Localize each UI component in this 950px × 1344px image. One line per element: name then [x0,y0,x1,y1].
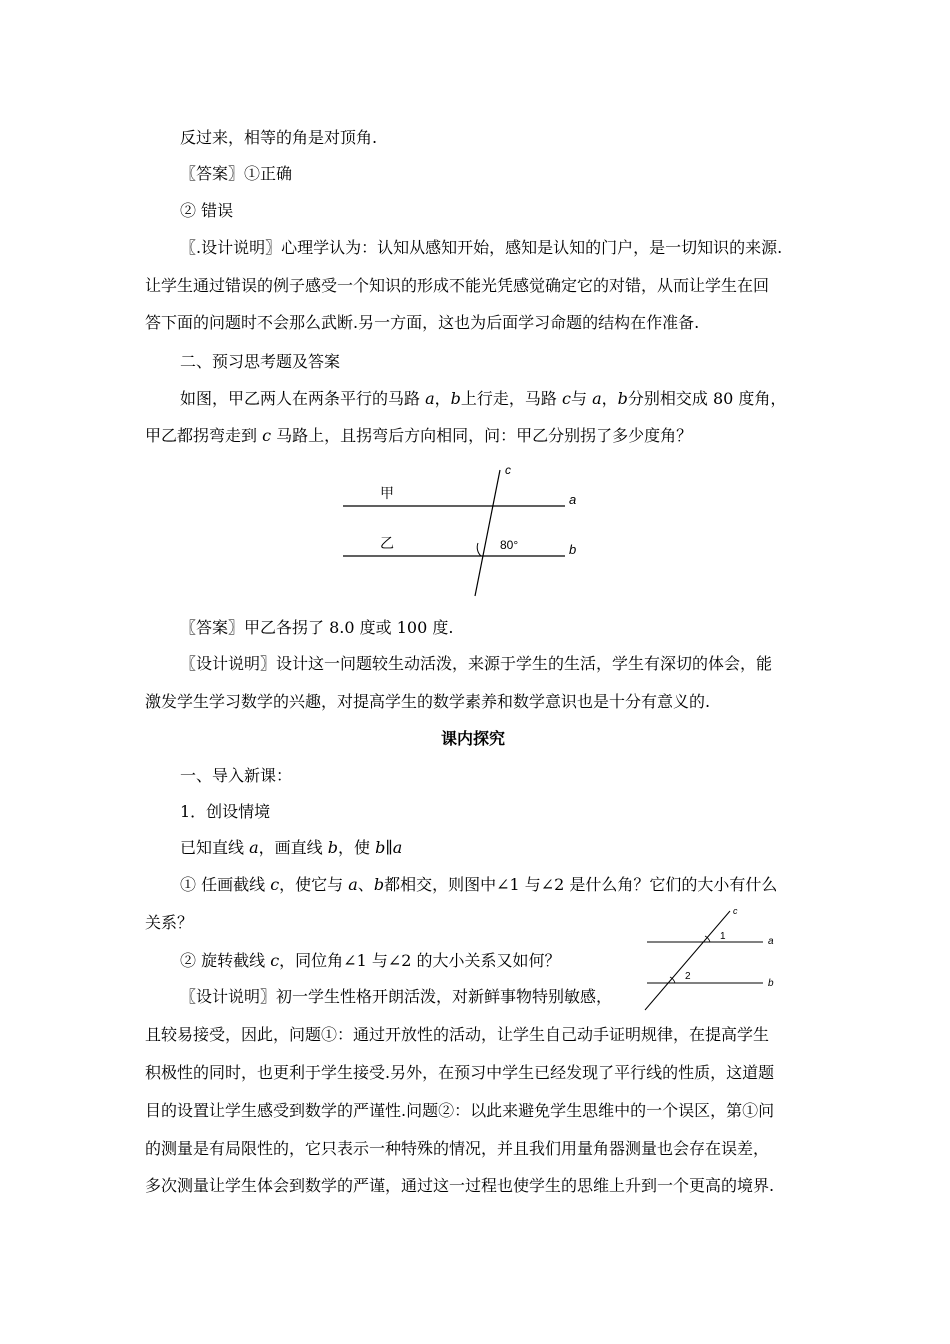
subsection-title: 1．创设情境 [180,802,271,821]
angle-1-label: 1 [720,931,726,942]
answer-line: 〖答案〗①正确 [180,164,293,183]
known-line: 已知直线 a，画直线 b，使 b∥a [180,838,403,857]
angle-label: 80° [500,538,519,552]
design-note-line: 目的设置让学生感受到数学的严谨性.问题②：以此来避免学生思维中的一个误区，第①问 [145,1101,775,1120]
label-c: c [733,906,738,916]
answer-line: ② 错误 [180,201,234,220]
design-note-line: 答下面的问题时不会那么武断.另一方面，这也为后面学习命题的结构在作准备. [145,313,700,332]
design-note-line: 〖.设计说明〗心理学认为：认知从感知开始，感知是认知的门户，是一切知识的来源. [180,238,783,257]
question-line: 如图，甲乙两人在两条平行的马路 a，b上行走，马路 c与 a，b分别相交成 80 度角， [180,389,787,408]
label-yi: 乙 [380,535,394,551]
design-note-line: 且较易接受，因此，问题①：通过开放性的活动，让学生自己动手证明规律，在提高学生 [145,1025,770,1044]
label-a: a [768,936,774,947]
question-line: 甲乙都拐弯走到 c 马路上，且拐弯后方向相同，问：甲乙分别拐了多少度角？ [145,426,693,445]
heading: 课内探究 [441,729,506,748]
label-a: a [569,492,577,507]
question-line: ② 旋转截线 c，同位角∠1 与∠2 的大小关系又如何？ [180,951,561,970]
section-title: 一、导入新课： [180,766,293,785]
section-title: 二、预习思考题及答案 [180,352,341,371]
transversal-figure [635,902,795,1012]
label-b: b [768,978,774,989]
angle-arc [477,543,481,556]
line-c [645,911,730,1010]
design-note-line: 〖设计说明〗初一学生性格开朗活泼，对新鲜事物特别敏感， [180,987,613,1006]
design-note-line: 激发学生学习数学的兴趣，对提高学生的数学素养和数学意识也是十分有意义的. [145,692,711,711]
paragraph-text: 反过来，相等的角是对顶角. [180,128,378,147]
design-note-line: 积极性的同时，也更利于学生接受.另外，在预习中学生已经发现了平行线的性质，这道题 [145,1063,775,1082]
question-line: 关系？ [145,913,194,932]
question-line: ① 任画截线 c，使它与 a、b都相交，则图中∠1 与∠2 是什么角？它们的大小有什么 [180,875,778,894]
answer-line: 〖答案〗甲乙各拐了 8.0 度或 100 度. [180,618,454,637]
design-note-line: 的测量是有局限性的，它只表示一种特殊的情况，并且我们用量角器测量也会存在误差， [145,1139,770,1158]
angle-2-label: 2 [685,971,691,982]
label-b: b [569,542,577,557]
road-c-line [475,470,500,596]
label-c: c [505,463,511,477]
design-note-line: 让学生通过错误的例子感受一个知识的形成不能光凭感觉确定它的对错，从而让学生在回 [145,276,770,295]
design-note-line: 〖设计说明〗设计这一问题较生动活泼，来源于学生的生活，学生有深切的体会，能 [180,654,773,673]
label-jia: 甲 [380,485,394,501]
design-note-line: 多次测量让学生体会到数学的严谨，通过这一过程也使学生的思维上升到一个更高的境界. [145,1176,775,1195]
parallel-roads-figure [335,462,595,602]
